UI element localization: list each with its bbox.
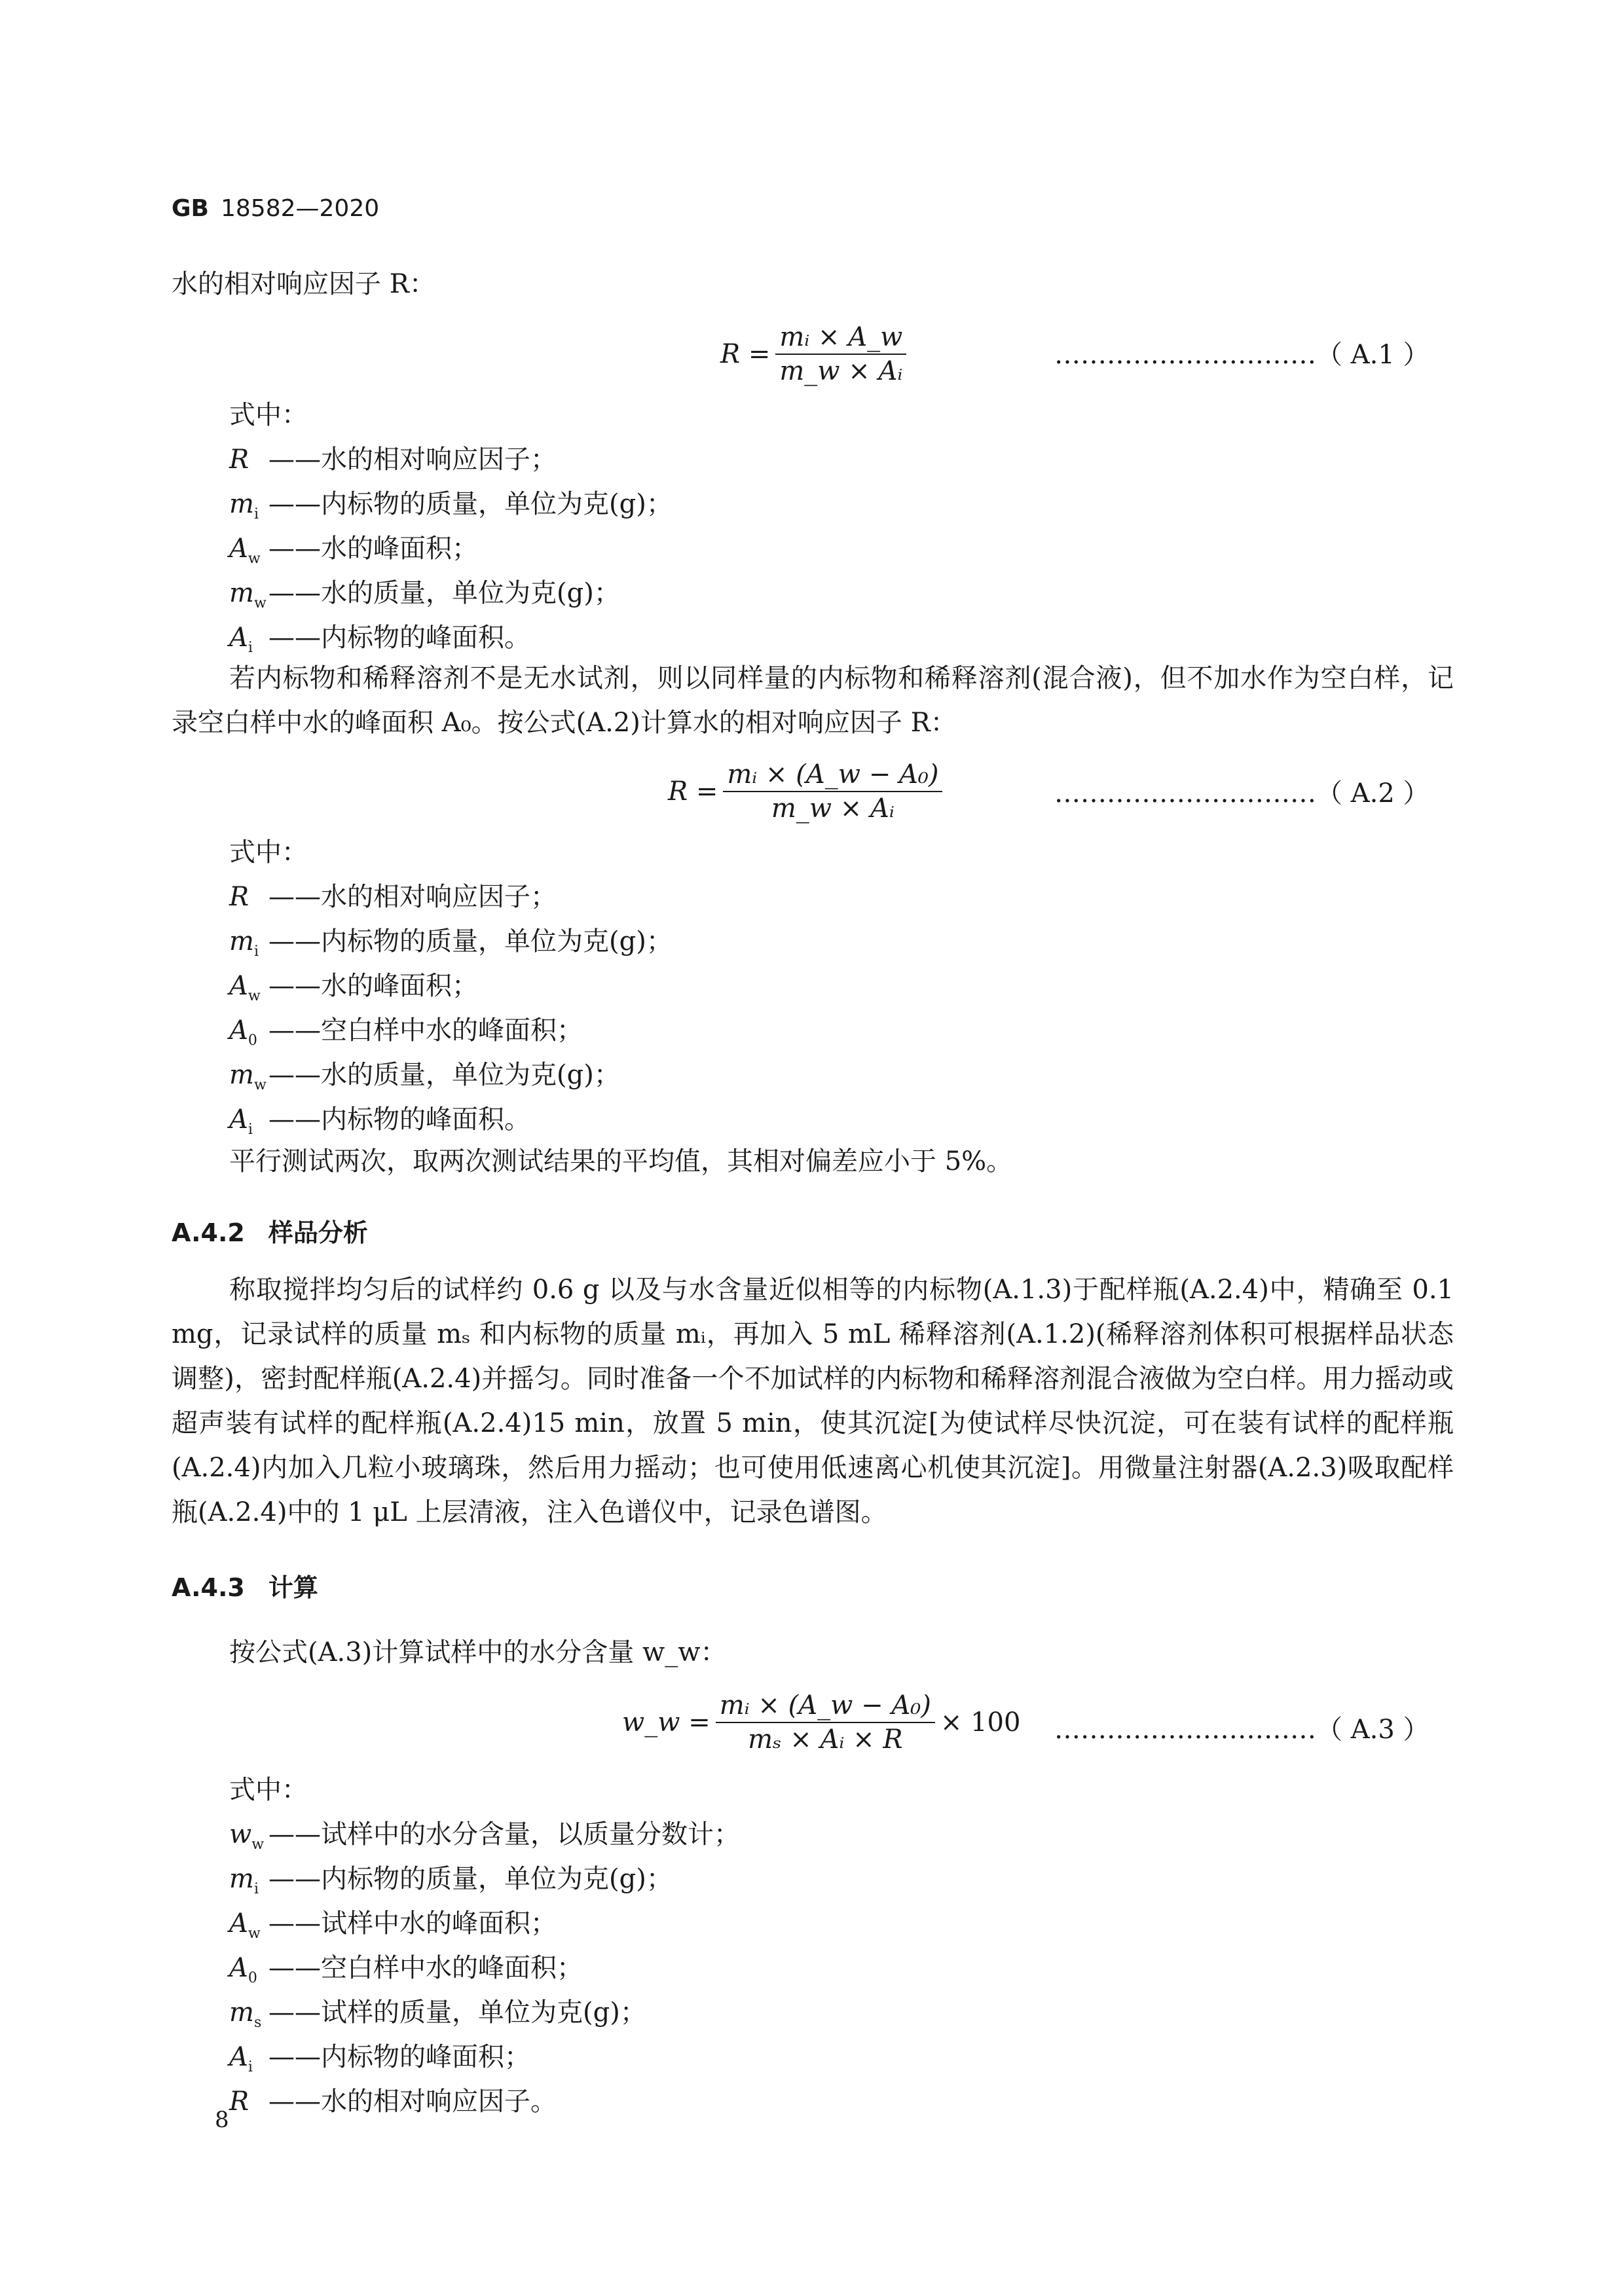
definition-symbol-wrap [229,577,268,619]
definition-symbol-wrap [229,1104,268,1146]
where-label-1: 式中： [229,400,308,430]
definition-subscript: 0 [248,1970,257,1986]
document-header [172,195,379,222]
eq2-numerator: mᵢ × (A_w − A₀) [723,758,942,792]
definition-subscript: i [253,1881,259,1897]
definition-symbol-wrap [229,1952,268,1994]
standard-number: 18582—2020 [221,195,380,222]
definition-item [229,1015,583,1057]
intro-line: 水的相对响应因子 R： [172,269,435,299]
definition-subscript: i [253,506,259,522]
definition-symbol-wrap [229,970,268,1012]
definition-symbol: A [229,1015,248,1046]
definition-text: ——水的相对响应因子； [268,445,557,475]
eq2-lhs: R [668,776,688,807]
definition-text: ——内标物的质量，单位为克(g)； [268,489,673,519]
definition-symbol: m [229,1997,254,2028]
definition-text: ——水的相对响应因子。 [268,2086,557,2117]
definition-symbol: A [229,1953,248,1983]
definition-text: ——空白样中水的峰面积； [268,1953,583,1983]
definition-item [229,1104,530,1146]
definition-symbol: A [229,2042,248,2072]
definition-item [229,444,557,486]
definition-symbol: m [229,1060,254,1090]
definition-subscript: w [253,595,267,611]
definition-subscript: w [253,1077,267,1093]
definition-subscript: i [248,2059,253,2075]
definition-text: ——空白样中水的峰面积； [268,1015,583,1046]
paragraph-parallel-test: 平行测试两次，取两次测试结果的平均值，其相对偏差应小于 5%。 [229,1146,1013,1176]
definition-symbol-wrap [229,488,268,530]
definition-symbol: A [229,1104,248,1135]
section-title: 样品分析 [268,1218,368,1247]
definition-text: ——试样中的水分含量，以质量分数计； [268,1819,740,1850]
section-heading-a43 [172,1567,318,1603]
definition-text: ——水的质量，单位为克(g)； [268,578,620,608]
equation-a2: R = $\frac{\text{mᵢ × (A\_w − A₀)}}{\text{m\_w × Aᵢ}}$ [668,758,948,825]
definition-item [229,1059,620,1101]
eq1-lhs: R [720,339,741,369]
definition-symbol-wrap [229,1059,268,1101]
definition-item [229,970,478,1012]
where-label-3: 式中： [229,1775,308,1805]
definition-symbol-wrap [229,2041,268,2083]
section-number: A.4.2 [172,1218,245,1247]
definition-subscript: w [251,1836,265,1853]
definition-symbol: m [229,578,254,608]
definition-text: ——水的峰面积； [268,534,478,564]
definition-text: ——试样的质量，单位为克(g)； [268,1997,646,2028]
section-number: A.4.3 [172,1573,245,1602]
definition-text: ——水的相对响应因子； [268,882,557,912]
definition-subscript: i [253,943,259,960]
definition-item [229,926,673,968]
definition-symbol-wrap [229,533,268,575]
definition-item [229,2086,557,2128]
definition-subscript: s [253,2014,262,2031]
eq1-label: …………………………（ A.1 ） [1054,340,1430,370]
definition-subscript: w [248,988,261,1004]
definition-item [229,1863,673,1905]
definition-symbol-wrap [229,444,268,486]
definition-item [229,488,673,530]
eq1-denominator: m_w × Aᵢ [779,356,903,386]
definition-symbol-wrap [229,1863,268,1905]
standard-code: GB [172,195,209,222]
definition-item [229,2041,530,2083]
definition-item [229,881,557,923]
definition-subscript: w [248,551,261,567]
definition-symbol: A [229,1908,248,1939]
section-heading-a42 [172,1212,368,1248]
definition-item [229,1997,646,2039]
definition-symbol-wrap [229,926,268,968]
eq3-lhs: w_w [622,1707,680,1738]
definition-subscript: i [248,1121,253,1138]
eq2-label: …………………………（ A.2 ） [1054,778,1430,809]
equation-a3: w_w = $\frac{\text{mᵢ × (A\_w − A₀)}}{\text{mₛ × Aᵢ × R}}$ × 100 [622,1690,1021,1755]
definition-item [229,1952,583,1994]
definition-symbol-wrap [229,1819,268,1861]
definition-symbol: m [229,489,254,519]
section-title: 计算 [268,1573,318,1602]
eq3-numerator: mᵢ × (A_w − A₀) [716,1689,935,1723]
definition-symbol: w [229,1819,252,1850]
definition-symbol: A [229,971,248,1001]
definition-text: ——水的峰面积； [268,971,478,1001]
definition-text: ——内标物的质量，单位为克(g)； [268,1864,673,1894]
definition-symbol-wrap [229,1015,268,1057]
definition-item [229,533,478,575]
definition-symbol: R [229,2086,249,2117]
definition-text: ——内标物的峰面积。 [268,623,530,653]
page-number: 8 [215,2107,229,2133]
eq2-denominator: m_w × Aᵢ [771,793,895,824]
paragraph-formula-a3: 按公式(A.3)计算试样中的水分含量 w_w： [229,1637,727,1667]
definition-symbol: R [229,882,249,912]
definition-subscript: 0 [248,1032,257,1049]
eq1-numerator: mᵢ × A_w [775,321,906,355]
eq3-multiplier: × 100 [940,1707,1021,1738]
eq3-denominator: mₛ × Aᵢ × R [748,1724,903,1755]
definition-symbol-wrap [229,2086,268,2128]
definition-text: ——水的质量，单位为克(g)； [268,1060,620,1090]
eq3-label: …………………………（ A.3 ） [1054,1715,1430,1745]
definition-item [229,577,620,619]
definition-symbol-wrap [229,1908,268,1950]
definition-item [229,1908,557,1950]
paragraph-blank-sample: 若内标物和稀释溶剂不是无水试剂，则以同样量的内标物和稀释溶剂(混合液)，但不加水作为空白样，记录空白样中水的峰面积 A₀。按公式(A.2)计算水的相对响应因子 R： [172,663,1454,738]
equation-a1: R = $\frac{\text{mᵢ × A\_w}}{\text{m\_w × Aᵢ}}$ [720,321,912,388]
definition-text: ——试样中水的峰面积； [268,1908,557,1939]
definition-subscript: i [248,640,253,656]
definition-symbol: R [229,445,249,475]
definition-subscript: w [248,1925,261,1942]
paragraph-sample-analysis: 称取搅拌均匀后的试样约 0.6 g 以及与水含量近似相等的内标物(A.1.3)于配样瓶(A.2.4)中，精确至 0.1 mg，记录试样的质量 mₛ 和内标物的质量 mᵢ，再加入 5 mL 稀释溶剂(A.1.2)(稀释溶剂体积可根据样品状态调整)，密封配样瓶(A.2.4)并摇匀。同时准备一个不加试样的内标物和稀释溶剂混合液做为空白样。用力摇动或超声装有试样的配样瓶(A.2.4)15 min，放置 5 min，使其沉淀[为使试样尽快沉淀，可在装有试样的配样瓶(A.2.4)内加入几粒小玻璃珠，然后用力摇动；也可使用低速离心机使其沉淀]。用微量注射器(A.2.3)吸取配样瓶(A.2.4)中的 1 μL 上层清液，注入色谱仪中，记录色谱图。 [172,1275,1454,1527]
definition-symbol: A [229,623,248,653]
definition-item [229,1819,740,1861]
definition-text: ——内标物的峰面积。 [268,1104,530,1135]
definition-text: ——内标物的质量，单位为克(g)； [268,926,673,957]
definition-symbol-wrap [229,881,268,923]
definition-text: ——内标物的峰面积； [268,2042,530,2072]
definition-symbol: m [229,926,254,957]
definition-symbol-wrap [229,1997,268,2039]
definition-symbol: A [229,534,248,564]
where-label-2: 式中： [229,837,308,867]
definition-symbol: m [229,1864,254,1894]
